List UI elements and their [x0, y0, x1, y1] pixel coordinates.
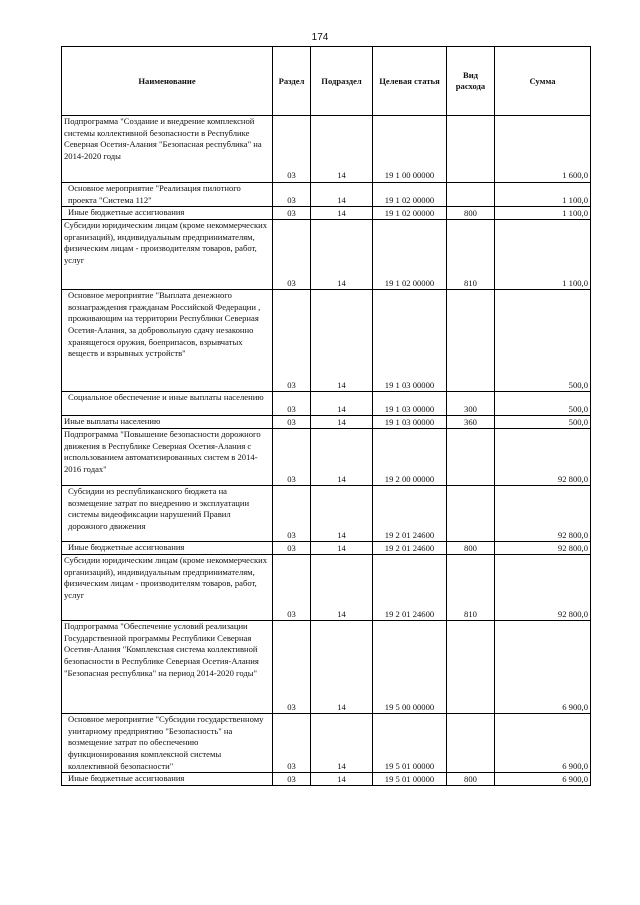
table-row: [62, 183, 591, 207]
table-row: [62, 773, 591, 786]
header-expense-type: Вид расхода: [447, 47, 495, 116]
cell-amount: 92 800,0: [495, 486, 591, 542]
table-row: [62, 555, 591, 621]
cell-amount: 6 900,0: [495, 714, 591, 773]
cell-expense-type: 800: [447, 542, 495, 555]
cell-target: 19 1 00 00000: [373, 116, 447, 183]
cell-amount: 1 600,0: [495, 116, 591, 183]
cell-subsection: 14: [311, 621, 373, 714]
cell-name: Субсидии юридическим лицам (кроме некоммерческих организаций), индивидуальным предпринимателям, физическим лицам - производителям товаров, работ, услуг: [62, 555, 273, 621]
header-amount: Сумма: [495, 47, 591, 116]
cell-name: Субсидии юридическим лицам (кроме некоммерческих организаций), индивидуальным предпринимателям, физическим лицам - производителям товаров, работ, услуг: [62, 220, 273, 290]
cell-name: Иные бюджетные ассигнования: [62, 207, 273, 220]
cell-subsection: 14: [311, 773, 373, 786]
budget-table: [61, 46, 591, 786]
cell-subsection: 14: [311, 542, 373, 555]
table-row: [62, 542, 591, 555]
cell-target: 19 5 01 00000: [373, 714, 447, 773]
cell-amount: 1 100,0: [495, 183, 591, 207]
cell-name: Социальное обеспечение и иные выплаты населению: [62, 392, 273, 416]
header-subsection: Подраздел: [311, 47, 373, 116]
cell-expense-type: 800: [447, 773, 495, 786]
cell-section: 03: [273, 116, 311, 183]
cell-section: 03: [273, 621, 311, 714]
cell-expense-type: [447, 621, 495, 714]
cell-target: 19 2 01 24600: [373, 542, 447, 555]
cell-name: Субсидии из республиканского бюджета на возмещение затрат по внедрению и эксплуатации системы видеофиксации нарушений Правил дорожного движения: [62, 486, 273, 542]
cell-subsection: 14: [311, 416, 373, 429]
cell-target: 19 2 01 24600: [373, 555, 447, 621]
cell-subsection: 14: [311, 207, 373, 220]
table-row: [62, 220, 591, 290]
cell-expense-type: [447, 116, 495, 183]
page-number: 174: [311, 32, 329, 43]
cell-amount: 1 100,0: [495, 220, 591, 290]
header-name: Наименование: [62, 47, 273, 116]
header-section: Раздел: [273, 47, 311, 116]
cell-subsection: 14: [311, 290, 373, 392]
cell-amount: 92 800,0: [495, 555, 591, 621]
cell-subsection: 14: [311, 220, 373, 290]
cell-target: 19 2 01 24600: [373, 486, 447, 542]
cell-subsection: 14: [311, 714, 373, 773]
cell-subsection: 14: [311, 183, 373, 207]
cell-section: 03: [273, 773, 311, 786]
cell-target: 19 1 03 00000: [373, 290, 447, 392]
cell-expense-type: [447, 290, 495, 392]
cell-expense-type: 300: [447, 392, 495, 416]
cell-amount: 500,0: [495, 392, 591, 416]
cell-subsection: 14: [311, 429, 373, 486]
cell-section: 03: [273, 542, 311, 555]
cell-amount: 6 900,0: [495, 773, 591, 786]
table-row: [62, 290, 591, 392]
cell-expense-type: [447, 183, 495, 207]
cell-target: 19 1 02 00000: [373, 207, 447, 220]
cell-section: 03: [273, 429, 311, 486]
cell-name: Основное мероприятие "Выплата денежного вознаграждения гражданам Российской Федерации , проживающим на территории Республики Северная Осетия-Алания, за добровольную сдачу незаконно хранящегося оружия, боеприпасов, взрывчатых веществ и взрывных устройств": [62, 290, 273, 392]
cell-target: 19 1 03 00000: [373, 392, 447, 416]
cell-section: 03: [273, 555, 311, 621]
cell-section: 03: [273, 416, 311, 429]
cell-name: Подпрограмма "Создание и внедрение комплексной системы коллективной безопасности в Республике Северная Осетия-Алания "Безопасная республика" на 2014-2020 годы: [62, 116, 273, 183]
cell-name: Иные бюджетные ассигнования: [62, 773, 273, 786]
cell-expense-type: 800: [447, 207, 495, 220]
cell-section: 03: [273, 183, 311, 207]
cell-section: 03: [273, 392, 311, 416]
cell-amount: 500,0: [495, 416, 591, 429]
cell-target: 19 1 03 00000: [373, 416, 447, 429]
cell-target: 19 5 00 00000: [373, 621, 447, 714]
table-row: [62, 621, 591, 714]
cell-section: 03: [273, 207, 311, 220]
cell-name: Иные выплаты населению: [62, 416, 273, 429]
table-row: [62, 207, 591, 220]
table-row: [62, 392, 591, 416]
cell-name: Основное мероприятие "Реализация пилотного проекта "Система 112": [62, 183, 273, 207]
cell-target: 19 1 02 00000: [373, 183, 447, 207]
cell-amount: 92 800,0: [495, 429, 591, 486]
cell-name: Основное мероприятие "Субсидии государственному унитарному предприятию "Безопасность" на возмещение затрат по обеспечению функционирования комплексной системы коллективной безопасности": [62, 714, 273, 773]
table-header-row: [62, 47, 591, 116]
cell-expense-type: [447, 714, 495, 773]
cell-section: 03: [273, 290, 311, 392]
table-body: [62, 116, 591, 786]
cell-section: 03: [273, 486, 311, 542]
cell-expense-type: 810: [447, 555, 495, 621]
cell-target: 19 1 02 00000: [373, 220, 447, 290]
cell-amount: 92 800,0: [495, 542, 591, 555]
table-row: [62, 714, 591, 773]
cell-expense-type: [447, 486, 495, 542]
cell-target: 19 2 00 00000: [373, 429, 447, 486]
cell-amount: 1 100,0: [495, 207, 591, 220]
table-row: [62, 429, 591, 486]
cell-expense-type: 810: [447, 220, 495, 290]
table-row: [62, 116, 591, 183]
cell-subsection: 14: [311, 555, 373, 621]
cell-subsection: 14: [311, 116, 373, 183]
cell-section: 03: [273, 714, 311, 773]
cell-amount: 6 900,0: [495, 621, 591, 714]
table-row: [62, 416, 591, 429]
cell-expense-type: [447, 429, 495, 486]
cell-subsection: 14: [311, 486, 373, 542]
cell-name: Подпрограмма "Обеспечение условий реализации Государственной программы Республики Северная Осетия-Алания "Комплексная система коллективной безопасности в Республике Северная Осетия-Алания "Безопасная республика" на период 2014-2020 годы": [62, 621, 273, 714]
cell-name: Иные бюджетные ассигнования: [62, 542, 273, 555]
cell-subsection: 14: [311, 392, 373, 416]
cell-section: 03: [273, 220, 311, 290]
cell-target: 19 5 01 00000: [373, 773, 447, 786]
header-target: Целевая статья: [373, 47, 447, 116]
cell-name: Подпрограмма "Повышение безопасности дорожного движения в Республике Северная Осетия-Алания с использованием автоматизированных систем в 2014-2016 годах": [62, 429, 273, 486]
table-row: [62, 486, 591, 542]
cell-expense-type: 360: [447, 416, 495, 429]
cell-amount: 500,0: [495, 290, 591, 392]
